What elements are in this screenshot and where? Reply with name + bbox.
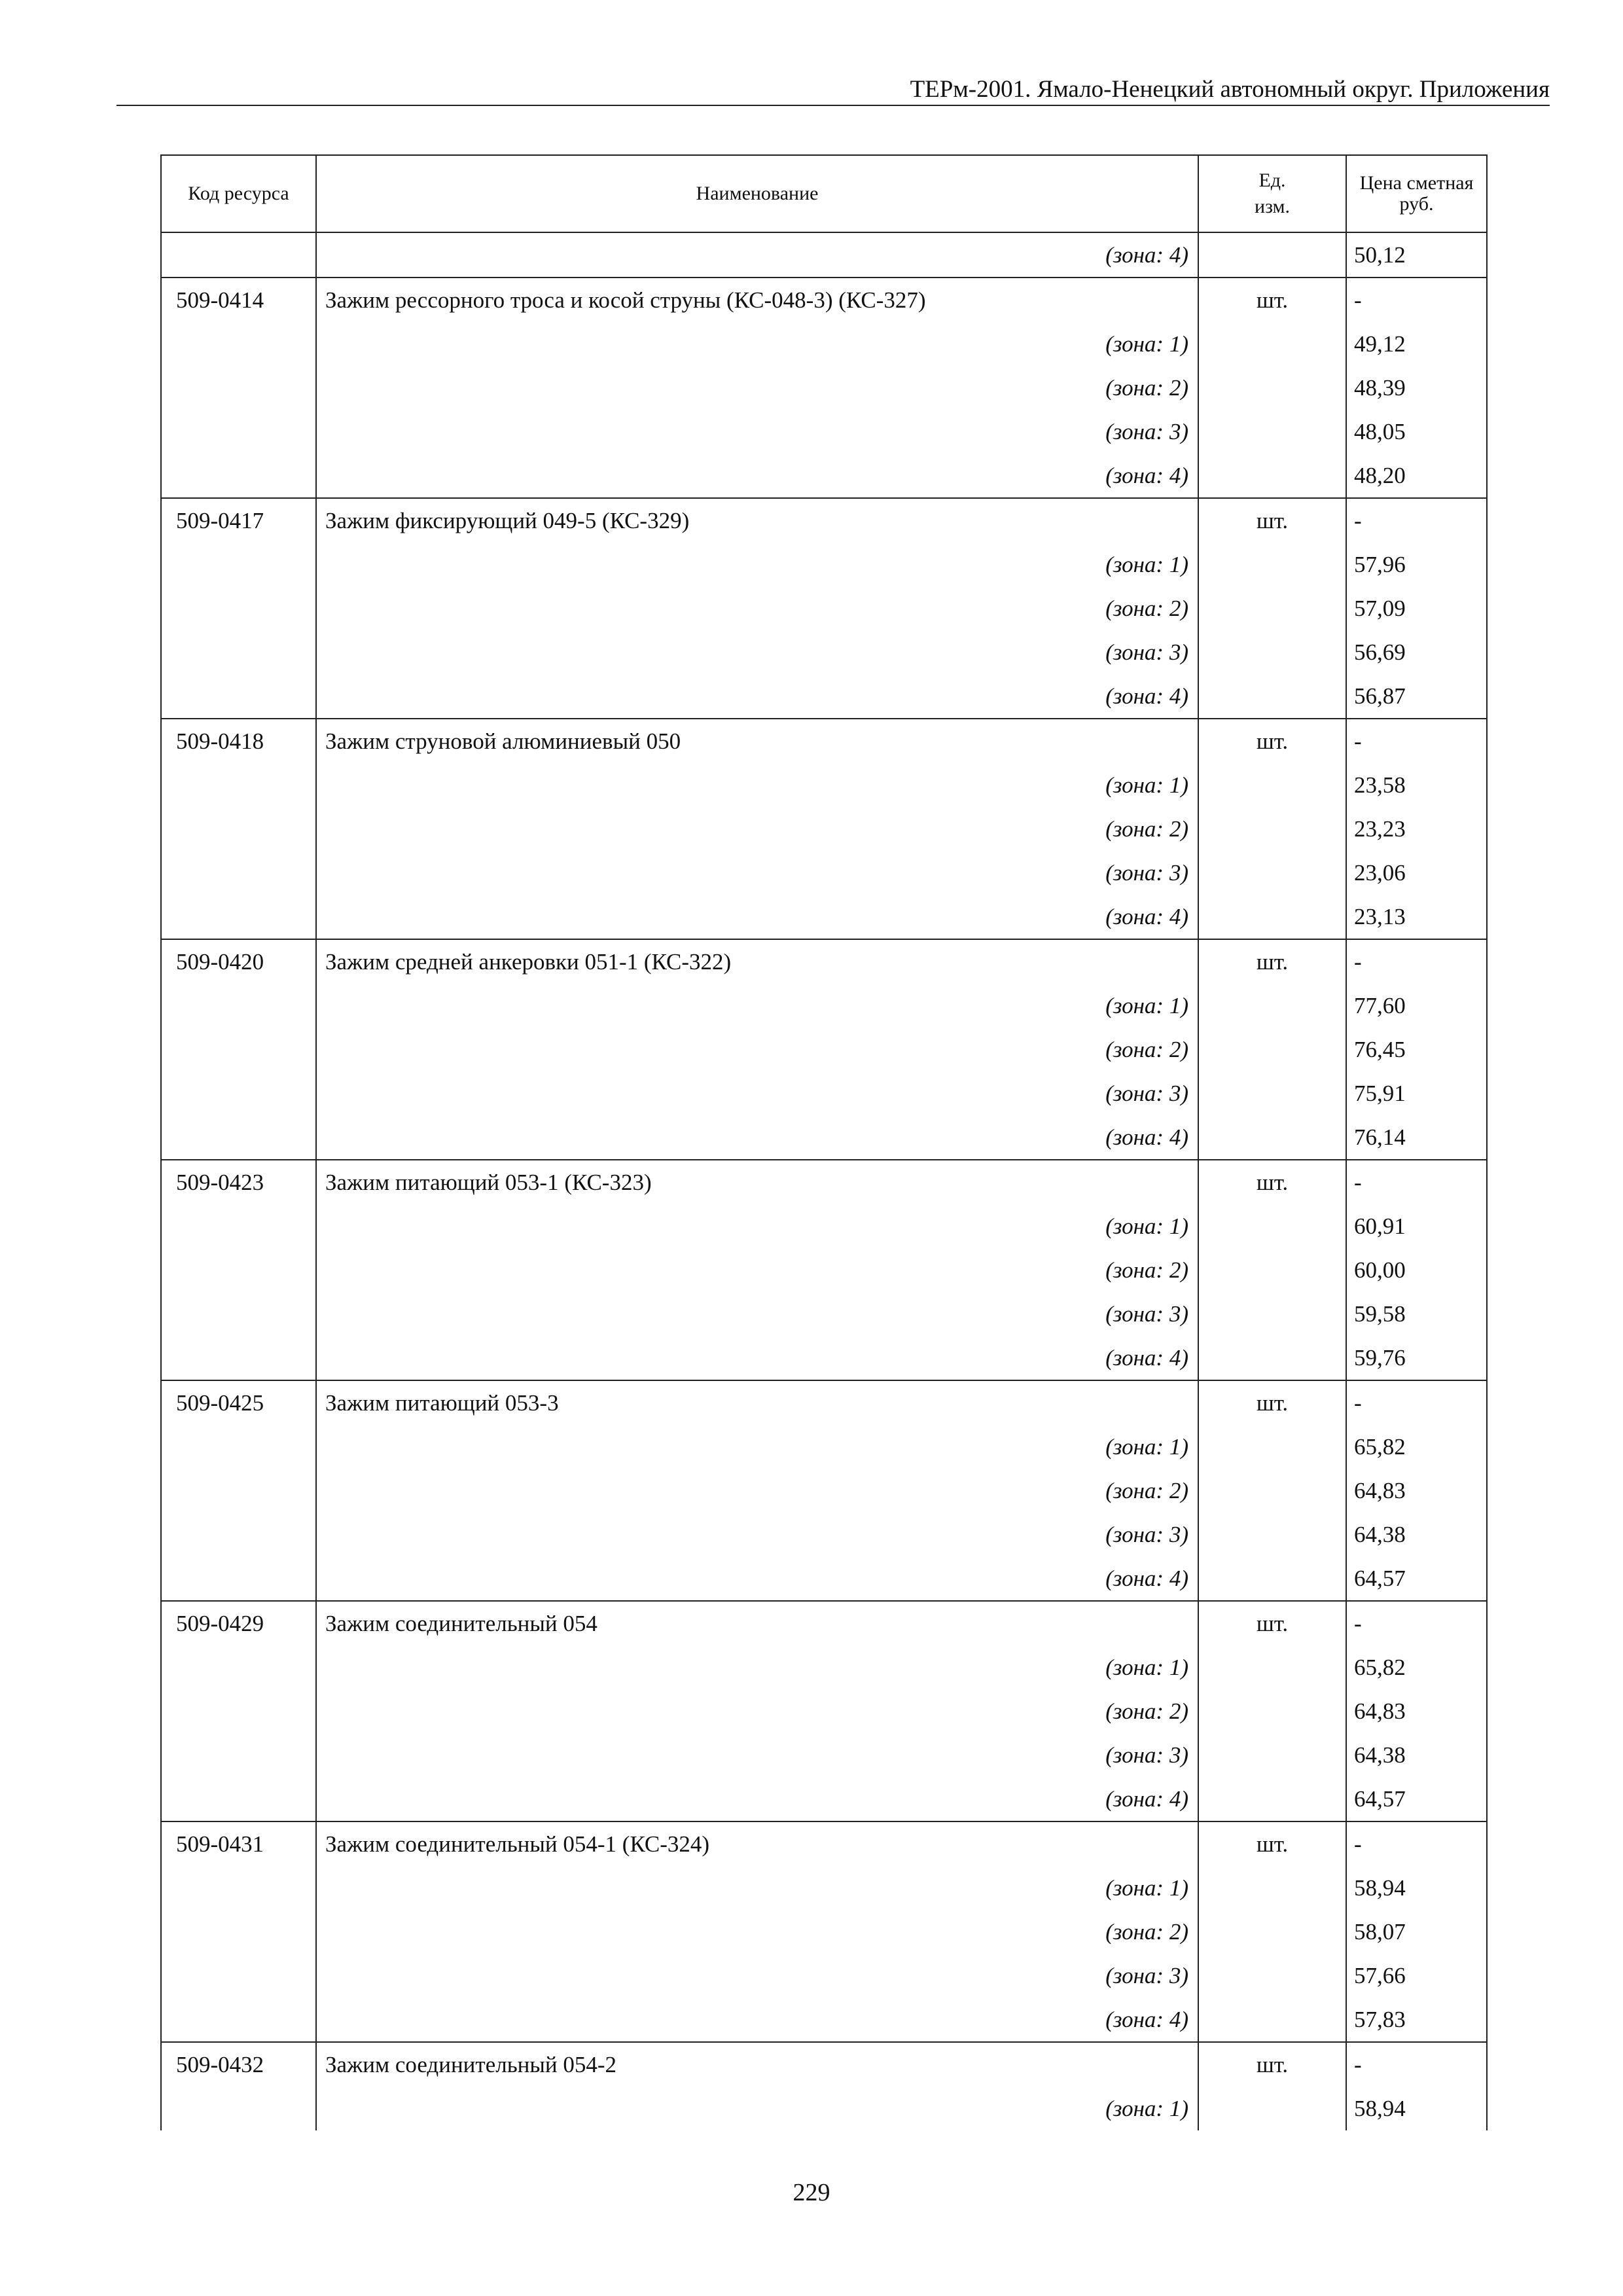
table-row: [161, 1160, 1487, 1204]
zone-label: (зона: 2): [316, 1028, 1198, 1071]
resource-unit: шт.: [1198, 278, 1346, 322]
zone-label: (зона: 2): [316, 366, 1198, 410]
zone-row: [161, 1556, 1487, 1601]
zone-label: (зона: 1): [316, 763, 1198, 807]
zone-code-empty: [161, 1292, 316, 1336]
resource-unit: шт.: [1198, 1160, 1346, 1204]
zone-label: (зона: 1): [316, 984, 1198, 1028]
resource-base-price: -: [1346, 1160, 1487, 1204]
zone-code-empty: [161, 322, 316, 366]
zone-price: 60,00: [1346, 1248, 1487, 1292]
table-header-row: [161, 155, 1487, 232]
zone-label: (зона: 2): [316, 1248, 1198, 1292]
zone-code-empty: [161, 1910, 316, 1954]
zone-unit-empty: [1198, 984, 1346, 1028]
zone-code-empty: [161, 1469, 316, 1513]
zone-label: (зона: 4): [316, 454, 1198, 498]
zone-label: (зона: 4): [316, 1115, 1198, 1160]
zone-unit-empty: [1198, 1028, 1346, 1071]
zone-code-empty: [161, 1336, 316, 1380]
zone-row: [161, 1248, 1487, 1292]
zone-code-empty: [161, 674, 316, 719]
zone-row: [161, 543, 1487, 586]
zone-unit-empty: [1198, 586, 1346, 630]
zone-label: (зона: 3): [316, 1292, 1198, 1336]
zone-unit-empty: [1198, 1071, 1346, 1115]
resource-code: 509-0431: [161, 1821, 316, 1866]
column-header-unit-line1: Ед.: [1258, 170, 1286, 191]
zone-row: [161, 1336, 1487, 1380]
zone-code-empty: [161, 1733, 316, 1777]
resource-code: 509-0418: [161, 719, 316, 763]
column-header-name: Наименование: [316, 155, 1198, 232]
zone-price: 76,45: [1346, 1028, 1487, 1071]
resource-unit: шт.: [1198, 939, 1346, 984]
zone-unit-empty: [1198, 2087, 1346, 2130]
resource-name: Зажим струновой алюминиевый 050: [316, 719, 1198, 763]
zone-price: 60,91: [1346, 1204, 1487, 1248]
carry-over-row: [161, 232, 1487, 278]
zone-row: [161, 763, 1487, 807]
zone-unit-empty: [1198, 1777, 1346, 1821]
price-table: [160, 154, 1488, 2130]
zone-price: 48,20: [1346, 454, 1487, 498]
zone-label: (зона: 1): [316, 322, 1198, 366]
zone-unit-empty: [1198, 1866, 1346, 1910]
zone-code-empty: [161, 1204, 316, 1248]
zone-label: (зона: 4): [316, 674, 1198, 719]
zone-unit-empty: [1198, 1556, 1346, 1601]
resource-name: Зажим средней анкеровки 051-1 (КС-322): [316, 939, 1198, 984]
carry-over-price: 50,12: [1346, 232, 1487, 278]
zone-price: 64,83: [1346, 1469, 1487, 1513]
zone-unit-empty: [1198, 1733, 1346, 1777]
column-header-price-line2: руб.: [1399, 193, 1434, 215]
zone-code-empty: [161, 586, 316, 630]
zone-label: (зона: 3): [316, 630, 1198, 674]
zone-code-empty: [161, 1071, 316, 1115]
zone-code-empty: [161, 454, 316, 498]
zone-price: 57,96: [1346, 543, 1487, 586]
zone-unit-empty: [1198, 1645, 1346, 1689]
zone-unit-empty: [1198, 851, 1346, 895]
zone-unit-empty: [1198, 763, 1346, 807]
zone-row: [161, 984, 1487, 1028]
zone-unit-empty: [1198, 543, 1346, 586]
zone-code-empty: [161, 1866, 316, 1910]
zone-row: [161, 1028, 1487, 1071]
zone-unit-empty: [1198, 674, 1346, 719]
zone-price: 56,87: [1346, 674, 1487, 719]
resource-code: 509-0425: [161, 1380, 316, 1425]
zone-code-empty: [161, 984, 316, 1028]
resource-code: 509-0423: [161, 1160, 316, 1204]
carry-over-zone: (зона: 4): [316, 232, 1198, 278]
resource-unit: шт.: [1198, 2042, 1346, 2087]
zone-price: 65,82: [1346, 1425, 1487, 1469]
zone-unit-empty: [1198, 895, 1346, 939]
zone-label: (зона: 4): [316, 1777, 1198, 1821]
column-header-code: Код ресурса: [161, 155, 316, 232]
table-row: [161, 278, 1487, 322]
zone-unit-empty: [1198, 1513, 1346, 1556]
zone-row: [161, 851, 1487, 895]
zone-code-empty: [161, 630, 316, 674]
zone-label: (зона: 1): [316, 1645, 1198, 1689]
resource-unit: шт.: [1198, 1821, 1346, 1866]
zone-price: 56,69: [1346, 630, 1487, 674]
zone-code-empty: [161, 1248, 316, 1292]
zone-unit-empty: [1198, 1292, 1346, 1336]
table-row: [161, 939, 1487, 984]
zone-code-empty: [161, 410, 316, 454]
zone-row: [161, 322, 1487, 366]
resource-name: Зажим рессорного троса и косой струны (КС-048-3) (КС-327): [316, 278, 1198, 322]
zone-label: (зона: 2): [316, 586, 1198, 630]
zone-code-empty: [161, 807, 316, 851]
zone-label: (зона: 2): [316, 1689, 1198, 1733]
resource-base-price: -: [1346, 278, 1487, 322]
zone-row: [161, 1645, 1487, 1689]
zone-code-empty: [161, 1028, 316, 1071]
zone-price: 49,12: [1346, 322, 1487, 366]
zone-row: [161, 1204, 1487, 1248]
zone-price: 58,07: [1346, 1910, 1487, 1954]
resource-name: Зажим фиксирующий 049-5 (КС-329): [316, 498, 1198, 543]
column-header-price-line1: Цена сметная: [1359, 172, 1474, 194]
resource-unit: шт.: [1198, 1601, 1346, 1645]
zone-code-empty: [161, 851, 316, 895]
zone-unit-empty: [1198, 1910, 1346, 1954]
resource-name: Зажим питающий 053-1 (КС-323): [316, 1160, 1198, 1204]
zone-price: 59,76: [1346, 1336, 1487, 1380]
page-number: 229: [793, 2179, 830, 2206]
zone-price: 64,38: [1346, 1513, 1487, 1556]
zone-row: [161, 630, 1487, 674]
carry-over-code: [161, 232, 316, 278]
zone-unit-empty: [1198, 1336, 1346, 1380]
zone-code-empty: [161, 763, 316, 807]
zone-row: [161, 366, 1487, 410]
resource-code: 509-0414: [161, 278, 316, 322]
zone-row: [161, 807, 1487, 851]
resource-code: 509-0429: [161, 1601, 316, 1645]
column-header-unit-line2: изм.: [1255, 196, 1290, 217]
zone-row: [161, 454, 1487, 498]
resource-unit: шт.: [1198, 719, 1346, 763]
resource-code: 509-0432: [161, 2042, 316, 2087]
zone-code-empty: [161, 1115, 316, 1160]
zone-code-empty: [161, 1689, 316, 1733]
zone-label: (зона: 3): [316, 410, 1198, 454]
resource-base-price: -: [1346, 939, 1487, 984]
zone-unit-empty: [1198, 1204, 1346, 1248]
resource-name: Зажим соединительный 054-1 (КС-324): [316, 1821, 1198, 1866]
zone-unit-empty: [1198, 1248, 1346, 1292]
zone-price: 48,39: [1346, 366, 1487, 410]
zone-label: (зона: 4): [316, 1998, 1198, 2042]
zone-unit-empty: [1198, 1954, 1346, 1998]
zone-label: (зона: 2): [316, 807, 1198, 851]
zone-price: 77,60: [1346, 984, 1487, 1028]
zone-price: 23,06: [1346, 851, 1487, 895]
zone-label: (зона: 3): [316, 1071, 1198, 1115]
zone-price: 75,91: [1346, 1071, 1487, 1115]
zone-row: [161, 1115, 1487, 1160]
zone-row: [161, 1733, 1487, 1777]
zone-row: [161, 1469, 1487, 1513]
resource-base-price: -: [1346, 1601, 1487, 1645]
zone-unit-empty: [1198, 1998, 1346, 2042]
zone-unit-empty: [1198, 1469, 1346, 1513]
zone-row: [161, 1689, 1487, 1733]
zone-price: 57,66: [1346, 1954, 1487, 1998]
zone-row: [161, 410, 1487, 454]
zone-price: 57,09: [1346, 586, 1487, 630]
zone-price: 64,57: [1346, 1777, 1487, 1821]
column-header-unit: [1198, 155, 1346, 232]
zone-code-empty: [161, 1954, 316, 1998]
zone-code-empty: [161, 1556, 316, 1601]
resource-base-price: -: [1346, 1380, 1487, 1425]
resource-code: 509-0417: [161, 498, 316, 543]
zone-label: (зона: 3): [316, 1513, 1198, 1556]
resource-base-price: -: [1346, 1821, 1487, 1866]
zone-code-empty: [161, 543, 316, 586]
header-rule: [116, 105, 1550, 106]
zone-row: [161, 1954, 1487, 1998]
zone-row: [161, 1866, 1487, 1910]
page-header-title: ТЕРм-2001. Ямало-Ненецкий автономный округ. Приложения: [910, 76, 1550, 103]
resource-name: Зажим питающий 053-3: [316, 1380, 1198, 1425]
zone-unit-empty: [1198, 410, 1346, 454]
zone-label: (зона: 4): [316, 1336, 1198, 1380]
zone-row: [161, 2087, 1487, 2130]
zone-price: 59,58: [1346, 1292, 1487, 1336]
zone-label: (зона: 1): [316, 2087, 1198, 2130]
zone-price: 23,13: [1346, 895, 1487, 939]
zone-code-empty: [161, 895, 316, 939]
table-row: [161, 1601, 1487, 1645]
zone-price: 64,38: [1346, 1733, 1487, 1777]
zone-unit-empty: [1198, 366, 1346, 410]
zone-row: [161, 586, 1487, 630]
resource-unit: шт.: [1198, 498, 1346, 543]
zone-label: (зона: 2): [316, 1469, 1198, 1513]
resource-code: 509-0420: [161, 939, 316, 984]
zone-label: (зона: 2): [316, 1910, 1198, 1954]
zone-row: [161, 1910, 1487, 1954]
zone-row: [161, 1998, 1487, 2042]
zone-label: (зона: 4): [316, 1556, 1198, 1601]
zone-label: (зона: 3): [316, 1954, 1198, 1998]
zone-code-empty: [161, 366, 316, 410]
zone-row: [161, 1777, 1487, 1821]
zone-unit-empty: [1198, 454, 1346, 498]
zone-unit-empty: [1198, 1115, 1346, 1160]
zone-row: [161, 674, 1487, 719]
zone-unit-empty: [1198, 322, 1346, 366]
zone-label: (зона: 1): [316, 1866, 1198, 1910]
resource-name: Зажим соединительный 054: [316, 1601, 1198, 1645]
zone-label: (зона: 3): [316, 851, 1198, 895]
zone-price: 57,83: [1346, 1998, 1487, 2042]
resource-base-price: -: [1346, 498, 1487, 543]
zone-label: (зона: 4): [316, 895, 1198, 939]
zone-unit-empty: [1198, 807, 1346, 851]
zone-label: (зона: 1): [316, 543, 1198, 586]
zone-code-empty: [161, 2087, 316, 2130]
zone-price: 48,05: [1346, 410, 1487, 454]
resource-unit: шт.: [1198, 1380, 1346, 1425]
carry-over-unit: [1198, 232, 1346, 278]
resource-base-price: -: [1346, 2042, 1487, 2087]
table-body: [161, 232, 1487, 2130]
table-row: [161, 1380, 1487, 1425]
table-row: [161, 1821, 1487, 1866]
zone-price: 58,94: [1346, 1866, 1487, 1910]
zone-label: (зона: 3): [316, 1733, 1198, 1777]
zone-row: [161, 895, 1487, 939]
zone-price: 58,94: [1346, 2087, 1487, 2130]
zone-code-empty: [161, 1645, 316, 1689]
zone-label: (зона: 1): [316, 1204, 1198, 1248]
table-row: [161, 719, 1487, 763]
zone-row: [161, 1292, 1487, 1336]
zone-label: (зона: 1): [316, 1425, 1198, 1469]
zone-code-empty: [161, 1777, 316, 1821]
resource-name: Зажим соединительный 054-2: [316, 2042, 1198, 2087]
zone-code-empty: [161, 1998, 316, 2042]
zone-price: 64,83: [1346, 1689, 1487, 1733]
zone-code-empty: [161, 1425, 316, 1469]
zone-code-empty: [161, 1513, 316, 1556]
zone-price: 64,57: [1346, 1556, 1487, 1601]
column-header-price: [1346, 155, 1487, 232]
zone-row: [161, 1425, 1487, 1469]
zone-unit-empty: [1198, 630, 1346, 674]
zone-price: 23,58: [1346, 763, 1487, 807]
zone-row: [161, 1071, 1487, 1115]
zone-price: 23,23: [1346, 807, 1487, 851]
zone-price: 76,14: [1346, 1115, 1487, 1160]
table-row: [161, 498, 1487, 543]
zone-row: [161, 1513, 1487, 1556]
table-row: [161, 2042, 1487, 2087]
zone-price: 65,82: [1346, 1645, 1487, 1689]
zone-unit-empty: [1198, 1689, 1346, 1733]
resource-base-price: -: [1346, 719, 1487, 763]
zone-unit-empty: [1198, 1425, 1346, 1469]
